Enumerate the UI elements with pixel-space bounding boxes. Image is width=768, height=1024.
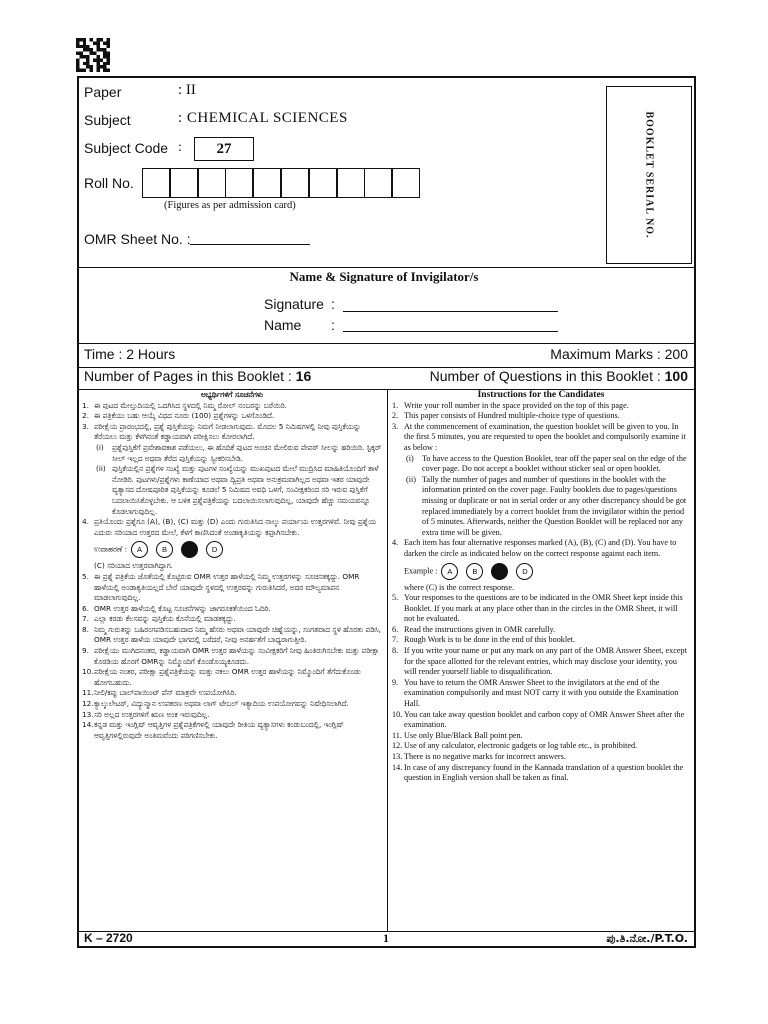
item-text: (C) ಸರಿಯಾದ ಉತ್ತರವಾಗಿದ್ದಾಗ. bbox=[94, 561, 173, 571]
roll-number-cell[interactable] bbox=[198, 168, 226, 198]
time-text: Time : 2 Hours bbox=[84, 346, 176, 362]
item-text: ಸರಿ ಅಲ್ಲದ ಉತ್ತರಗಳಿಗೆ ಋಣ ಅಂಕ ಇರುವುದಿಲ್ಲ. bbox=[94, 709, 210, 719]
roll-number-cell[interactable] bbox=[142, 168, 170, 198]
subject-label: Subject bbox=[84, 112, 131, 128]
item-text: ಕ್ಯಾಲ್ಕುಲೇಟರ್, ವಿದ್ಯುನ್ಮಾನ ಉಪಕರಣ ಅಥವಾ ಲಾಗ್ ಟೇಬಲ್ ಇತ್ಯಾದಿಯ ಉಪಯೋಗವನ್ನು ನಿಷೇಧಿಸಲಾಗಿದೆ. bbox=[94, 699, 349, 709]
item-text: ಈ ಪತ್ರಿಕೆಯು ಬಹು ಆಯ್ಕೆ ವಿಧದ ನೂರು (100) ಪ್ರಶ್ನೆಗಳನ್ನು ಒಳಗೊಂಡಿದೆ. bbox=[94, 411, 275, 421]
column-divider bbox=[387, 389, 388, 931]
english-instruction-item bbox=[392, 741, 690, 752]
signature-line[interactable] bbox=[343, 311, 558, 312]
item-number: 1. bbox=[392, 400, 399, 410]
kannada-instruction-item bbox=[82, 710, 382, 721]
item-text: ಪರೀಕ್ಷೆಯ ನಂತರ, ಪರೀಕ್ಷಾ ಪ್ರಶ್ನೆಪತ್ರಿಕೆಯನ್ನು ಮತ್ತು ನಕಲು OMR ಉತ್ತರ ಹಾಳೆಯನ್ನು ನಿಮ್ಮೊಂದಿಗೆ ತೆಗೆದುಕೊಂಡು ಹೋಗಬಹುದು. bbox=[94, 667, 361, 687]
example-option-c bbox=[491, 563, 508, 580]
english-instruction-item bbox=[392, 475, 690, 539]
item-text: To have access to the Question Booklet, tear off the paper seal on the edge of the cover page. Do not accept a booklet without sticker seal or open booklet. bbox=[422, 453, 687, 474]
item-text: ಪರೀಕ್ಷೆಯ ಪ್ರಾರಂಭದಲ್ಲಿ, ಪ್ರಶ್ನೆ ಪುಸ್ತಿಕೆಯನ್ನು ನಿಮಗೆ ನೀಡಲಾಗುವುದು. ಮೊದಲ 5 ನಿಮಿಷಗಳಲ್ಲಿ ನೀವು ಪುಸ್ತಿಕೆಯನ್ನು ತೆರೆಯಲು ಮತ್ತು ಕೆಳಗಿನಂತೆ ಕಡ್ಡಾಯವಾಗಿ ಪರೀಕ್ಷಿಸಲು ಕೋರಲಾಗಿದೆ. bbox=[94, 421, 361, 442]
item-text: Example : bbox=[404, 565, 438, 575]
english-instruction-item bbox=[392, 752, 690, 763]
item-number: 11. bbox=[392, 730, 402, 740]
roll-number-cell[interactable] bbox=[364, 168, 392, 198]
subject-code-box: 27 bbox=[194, 137, 254, 161]
roll-number-cell[interactable] bbox=[392, 168, 420, 198]
item-text: If you write your name or put any mark on any part of the OMR Answer Sheet, except for the space allotted for the relevant entries, which may disclose your identity, you will render yourself liable to disqualification. bbox=[404, 646, 687, 677]
item-text: ಪುಸ್ತಿಕೆಯಲ್ಲಿನ ಪ್ರಶ್ನೆಗಳ ಸಂಖ್ಯೆ ಮತ್ತು ಪುಟಗಳ ಸಂಖ್ಯೆಯನ್ನು ಮುಖಪುಟದ ಮೇಲೆ ಮುದ್ರಿಸಿದ ಮಾಹಿತಿಯೊಂದಿಗೆ ತಾಳೆ ನೋಡಿರಿ. ಪುಟಗಳು/ಪ್ರಶ್ನೆಗಳು ಕಾಣೆಯಾದ ಅಥವಾ ದ್ವಿಪ್ರತಿ ಅಥವಾ ಅನುಕ್ರಮವಾಗಿಲ್ಲದ ಅಥವಾ ಇತರ ಯಾವುದೇ ವ್ಯತ್ಯಾಸದ ದೋಷಪೂರಿತ ಪುಸ್ತಿಕೆಯನ್ನು ಕೂಡಲೆ 5 ನಿಮಿಷದ ಅವಧಿ ಒಳಗೆ, ಸಂವೀಕ್ಷಕರಿಂದ ಸರಿ ಇರುವ ಪುಸ್ತಿಕೆಗೆ ಬದಲಾಯಿಸಿಕೊಳ್ಳಬೇಕು. ಆ ಬಳಿಕ ಪ್ರಶ್ನೆಪತ್ರಿಕೆಯನ್ನು ಬದಲಾಯಿಸಲಾಗುವುದಿಲ್ಲ, ಯಾವುದೇ ಹೆಚ್ಚು ಸಮಯವನ್ನೂ ಕೊಡಲಾಗುವುದಿಲ್ಲ. bbox=[112, 464, 379, 516]
item-number: 8. bbox=[392, 646, 399, 656]
item-text: Each item has four alternative responses marked (A), (B), (C) and (D). You have to darken the circle as indicated below on the correct response against each item. bbox=[404, 538, 677, 558]
item-number: 9. bbox=[392, 677, 399, 687]
item-text: ನೀಲಿ/ಕಪ್ಪು ಬಾಲ್‌ಪಾಯಿಂಟ್ ಪೆನ್ ಮಾತ್ರವೇ ಉಪಯೋಗಿಸಿರಿ. bbox=[94, 688, 237, 698]
omr-number-line[interactable] bbox=[190, 244, 310, 245]
item-text: ಪರೀಕ್ಷೆಯು ಮುಗಿದನಂತರ, ಕಡ್ಡಾಯವಾಗಿ OMR ಉತ್ತರ ಹಾಳೆಯನ್ನು ಸಂವೀಕ್ಷಕರಿಗೆ ನೀವು ಹಿಂತಿರುಗಿಸಬೇಕು ಮತ್ತು ಪರೀಕ್ಷಾ ಕೊಠಡಿಯ ಹೊರಗೆ OMRನ್ನು ನಿಮ್ಮೊಂದಿಗೆ ಕೊಂಡೊಯ್ಯಕೂಡದು. bbox=[94, 646, 380, 666]
kannada-instruction-item bbox=[82, 720, 382, 741]
kannada-instruction-item bbox=[82, 561, 382, 572]
english-instruction-item bbox=[392, 625, 690, 636]
item-number: 12. bbox=[82, 699, 94, 709]
item-number: 8. bbox=[82, 624, 89, 634]
subject-code-label: Subject Code bbox=[84, 140, 169, 156]
roll-number-cell[interactable] bbox=[309, 168, 337, 198]
example-option-c bbox=[181, 541, 198, 558]
item-text: Rough Work is to be done in the end of this booklet. bbox=[404, 635, 576, 645]
signature-label: Signature bbox=[264, 296, 324, 312]
item-number: 4. bbox=[82, 517, 89, 527]
item-number: 5. bbox=[392, 593, 399, 603]
roll-number-cell[interactable] bbox=[225, 168, 253, 198]
english-instructions bbox=[392, 390, 690, 784]
kannada-instruction-item bbox=[82, 604, 382, 615]
item-number: 12. bbox=[392, 741, 403, 751]
kannada-instruction-item bbox=[82, 688, 382, 699]
paper-label: Paper bbox=[84, 84, 122, 100]
example-option-a: A bbox=[441, 563, 458, 580]
english-instruction-item bbox=[392, 563, 690, 580]
example-option-b: B bbox=[156, 541, 173, 558]
item-text: Read the instructions given in OMR carefully. bbox=[404, 624, 556, 634]
item-number: 10. bbox=[82, 667, 94, 677]
paper-value: : II bbox=[178, 82, 196, 98]
item-number: 13. bbox=[392, 752, 403, 761]
kannada-instruction-item bbox=[82, 667, 382, 688]
item-text: ಎಲ್ಲಾ ಕರಡು ಕೆಲಸವನ್ನು ಪುಸ್ತಿಕೆಯ ಕೊನೆಯಲ್ಲಿ ಮಾಡತಕ್ಕದ್ದು. bbox=[94, 614, 236, 624]
item-text: This paper consists of Hundred multiple-choice type of questions. bbox=[404, 411, 620, 421]
item-text: In case of any discrepancy found in the Kannada translation of a question booklet the question in English version shall be taken as final. bbox=[404, 762, 684, 783]
pages-label: Number of Pages in this Booklet : bbox=[84, 368, 296, 384]
kannada-heading: ಅಭ್ಯರ್ಥಿಗಳಿಗೆ ಸೂಚನೆಗಳು bbox=[200, 390, 264, 399]
english-instruction-item bbox=[392, 422, 690, 454]
item-text: ನಿಮ್ಮ ಗುರುತನ್ನು ಬಹಿರಂಗಪಡಿಸಬಹುದಾದ ನಿಮ್ಮ ಹೆಸರು ಅಥವಾ ಯಾವುದೇ ಚಿಹ್ನೆಯನ್ನು, ಸಂಗತವಾದ ಸ್ಥಳ ಹೊರತು ಪಡಿಸಿ, OMR ಉತ್ತರ ಹಾಳೆಯ ಯಾವುದೇ ಭಾಗದಲ್ಲಿ ಬರೆದರೆ, ನೀವು ಅನರ್ಹತೆಗೆ ಬಾಧ್ಯರಾಗುತ್ತೀರಿ. bbox=[94, 624, 381, 645]
item-number: (i) bbox=[406, 453, 414, 463]
kannada-instruction-item bbox=[82, 646, 382, 667]
roll-note: (Figures as per admission card) bbox=[164, 200, 296, 211]
roll-number-cell[interactable] bbox=[253, 168, 281, 198]
name-line[interactable] bbox=[343, 331, 558, 332]
name-colon: : bbox=[331, 317, 335, 333]
example-option-b: B bbox=[466, 563, 483, 580]
item-number: 11. bbox=[82, 688, 94, 698]
english-instruction-item bbox=[392, 593, 690, 625]
kannada-instruction-item bbox=[82, 411, 382, 422]
item-number: 7. bbox=[392, 635, 399, 645]
item-number: 6. bbox=[392, 624, 399, 634]
item-text: At the commencement of examination, the question booklet will be given to you. In the first 5 minutes, you are requested to open the booklet and compulsorily examine it as below : bbox=[404, 421, 686, 452]
item-text: OMR ಉತ್ತರ ಹಾಳೆಯಲ್ಲಿ ಕೊಟ್ಟ ಸೂಚನೆಗಳನ್ನು ಜಾಗರೂಕತೆಯಿಂದ ಓದಿರಿ. bbox=[94, 603, 271, 613]
kannada-instruction-item bbox=[82, 572, 382, 604]
serial-number-box bbox=[606, 86, 692, 264]
item-text: Use only Blue/Black Ball point pen. bbox=[404, 730, 523, 740]
subject-value: : CHEMICAL SCIENCES bbox=[178, 110, 348, 126]
kannada-instruction-item bbox=[82, 625, 382, 646]
item-text: Write your roll number in the space provided on the top of this page. bbox=[404, 400, 629, 410]
item-text: ಉದಾಹರಣೆ : bbox=[94, 544, 128, 554]
booklet-code: K – 2720 bbox=[84, 931, 133, 945]
item-number: 3. bbox=[392, 421, 399, 431]
item-text: where (C) is the correct response. bbox=[404, 582, 515, 592]
example-option-d: D bbox=[206, 541, 223, 558]
kannada-instruction-item bbox=[82, 699, 382, 710]
divider bbox=[79, 267, 694, 268]
item-number: (ii) bbox=[406, 474, 417, 484]
qr-code bbox=[76, 38, 110, 72]
roll-label: Roll No. bbox=[84, 175, 134, 191]
kannada-instruction-item bbox=[82, 422, 382, 443]
name-label: Name bbox=[264, 317, 302, 333]
item-number: 7. bbox=[82, 614, 89, 624]
item-number: 10. bbox=[392, 709, 403, 719]
english-instruction-item bbox=[392, 731, 690, 742]
item-text: There is no negative marks for incorrect answers. bbox=[404, 752, 566, 761]
serial-label: BOOKLET SERIAL NO. bbox=[643, 111, 655, 239]
roll-number-cell[interactable] bbox=[281, 168, 309, 198]
english-instruction-item bbox=[392, 583, 690, 594]
item-number: (i) bbox=[96, 442, 104, 452]
item-text: Tally the number of pages and number of questions in the booklet with the information printed on the cover page. Faulty booklets due to pages/questions missing or duplicate or not in serial order or any other discrepancy should be got replaced immediately by a correct booklet from the invigilator within the period of 5 minutes. Afterwards, neither the Question Booklet will be replaced nor any extra time will be given. bbox=[422, 474, 687, 537]
item-number: 14. bbox=[82, 720, 94, 730]
item-text: ಪ್ರತಿಯೊಂದು ಪ್ರಶ್ನೆಗೂ (A), (B), (C) ಮತ್ತು (D) ಎಂದು ಗುರುತಿಸಿದ ನಾಲ್ಕು ಪರ್ಯಾಯ ಉತ್ತರಗಳಿವೆ. ನೀವು ಪ್ರಶ್ನೆಯ ಎದುರು ಸರಿಯಾದ ಉತ್ತರದ ಮೇಲೆ, ಕೆಳಗೆ ಕಾಣಿಸಿದಂತೆ ಅಂಡಾಕೃತಿಯನ್ನು ಕಪ್ಪಾಗಿಸಬೇಕು. bbox=[94, 517, 376, 537]
kannada-instruction-item bbox=[82, 464, 382, 517]
item-number: 13. bbox=[82, 709, 94, 719]
english-instruction-item bbox=[392, 763, 690, 784]
english-heading: Instructions for the Candidates bbox=[477, 390, 605, 400]
item-number: 3. bbox=[82, 421, 89, 431]
pages-value: 16 bbox=[295, 368, 312, 384]
example-option-d: D bbox=[516, 563, 533, 580]
questions-value: 100 bbox=[664, 368, 688, 384]
item-number: 2. bbox=[82, 411, 89, 421]
roll-number-cell[interactable] bbox=[170, 168, 198, 198]
divider bbox=[79, 343, 694, 344]
item-text: Use of any calculator, electronic gadgets or log table etc., is prohibited. bbox=[404, 741, 638, 751]
item-number: 9. bbox=[82, 646, 89, 656]
omr-label: OMR Sheet No. : bbox=[84, 231, 191, 247]
english-instruction-item bbox=[392, 635, 690, 646]
item-number: 2. bbox=[392, 411, 399, 421]
item-text: ಈ ಪುಟದ ಮೇಲ್ತುದಿಯಲ್ಲಿ ಒದಗಿಸಿದ ಸ್ಥಳದಲ್ಲಿ ನಿಮ್ಮ ರೋಲ್ ನಂಬರನ್ನು ಬರೆಯಿರಿ. bbox=[94, 400, 287, 410]
item-text: ಪ್ರಶ್ನೆಪುಸ್ತಿಕೆಗೆ ಪ್ರವೇಶಾವಕಾಶ ಪಡೆಯಲು, ಈ ಹೊದಿಕೆ ಪುಟದ ಅಂಚಿನ ಮೇಲಿರುವ ಪೇಪರ್ ಸೀಲನ್ನು ಹರಿಯಿರಿ. ಸ್ಟಿಕ್ಕರ್ ಸೀಲ್ ಇಲ್ಲದ ಅಥವಾ ತೆರೆದ ಪುಸ್ತಿಕೆಯನ್ನು ಸ್ವೀಕರಿಸಬೇಡಿ. bbox=[112, 442, 382, 463]
kannada-instruction-item bbox=[82, 401, 382, 412]
item-text: ಈ ಪ್ರಶ್ನೆ ಪತ್ರಿಕೆಯ ಜೊತೆಯಲ್ಲಿ ಕೊಟ್ಟಿರುವ OMR ಉತ್ತರ ಹಾಳೆಯಲ್ಲಿ ನಿಮ್ಮ ಉತ್ತರಗಳನ್ನು ಸೂಚಿಸತಕ್ಕದ್ದು. OMR ಹಾಳೆಯಲ್ಲಿ ಅಂಡಾಕೃತಿಯಲ್ಲದೆ ಬೇರೆ ಯಾವುದೇ ಸ್ಥಳದಲ್ಲಿ ಉತ್ತರವನ್ನು ಗುರುತಿಸಿದರೆ, ಅದರ ಮೌಲ್ಯಮಾಪನ ಮಾಡಲಾಗುವುದಿಲ್ಲ. bbox=[94, 571, 360, 603]
item-text: You have to return the OMR Answer Sheet to the invigilators at the end of the examination compulsorily and must NOT carry it with you outside the Examination Hall. bbox=[404, 677, 679, 709]
max-marks-text: Maximum Marks : 200 bbox=[550, 346, 688, 362]
kannada-instruction-item bbox=[82, 517, 382, 538]
item-text: ಕನ್ನಡ ಮತ್ತು ಇಂಗ್ಲಿಷ್ ಆವೃತ್ತಿಗಳ ಪ್ರಶ್ನೆಪತ್ರಿಕೆಗಳಲ್ಲಿ ಯಾವುದೇ ರೀತಿಯ ವ್ಯತ್ಯಾಸಗಳು ಕಂಡುಬಂದಲ್ಲಿ, ಇಂಗ್ಲಿಷ್ ಆವೃತ್ತಿಗಳಲ್ಲಿರುವುದೇ ಅಂತಿಮವೆಂದು ಪರಿಗಣಿಸಬೇಕು. bbox=[94, 720, 344, 740]
pto-text: ಪು.ತಿ.ನೋ./P.T.O. bbox=[606, 932, 688, 945]
kannada-instruction-item bbox=[82, 541, 382, 558]
item-text: You can take away question booklet and carbon copy of OMR Answer Sheet after the examination. bbox=[404, 709, 685, 730]
invigilator-title: Name & Signature of Invigilator/s bbox=[289, 269, 479, 284]
english-instruction-item bbox=[392, 401, 690, 412]
english-instruction-item bbox=[392, 454, 690, 475]
example-option-a: A bbox=[131, 541, 148, 558]
english-instruction-item bbox=[392, 646, 690, 678]
questions-label: Number of Questions in this Booklet : bbox=[429, 368, 665, 384]
roll-number-cell[interactable] bbox=[337, 168, 365, 198]
english-instruction-item bbox=[392, 710, 690, 731]
signature-colon: : bbox=[331, 296, 335, 312]
kannada-instruction-item bbox=[82, 443, 382, 464]
subject-code-colon: : bbox=[178, 140, 182, 155]
english-instruction-item bbox=[392, 678, 690, 710]
kannada-instructions bbox=[82, 390, 382, 741]
item-number: 1. bbox=[82, 400, 89, 410]
page-number: 1 bbox=[383, 931, 389, 945]
kannada-instruction-item bbox=[82, 614, 382, 625]
item-text: Your responses to the questions are to be indicated in the OMR Sheet kept inside this Booklet. If you mark at any place other than in the circles in the OMR Sheet, it will not be evaluated. bbox=[404, 593, 683, 624]
english-instruction-item bbox=[392, 411, 690, 422]
item-number: 5. bbox=[82, 571, 89, 581]
item-number: 6. bbox=[82, 603, 89, 613]
item-number: (ii) bbox=[96, 464, 106, 474]
item-number: 4. bbox=[392, 538, 399, 548]
english-instruction-item bbox=[392, 538, 690, 559]
item-number: 14. bbox=[392, 762, 403, 772]
